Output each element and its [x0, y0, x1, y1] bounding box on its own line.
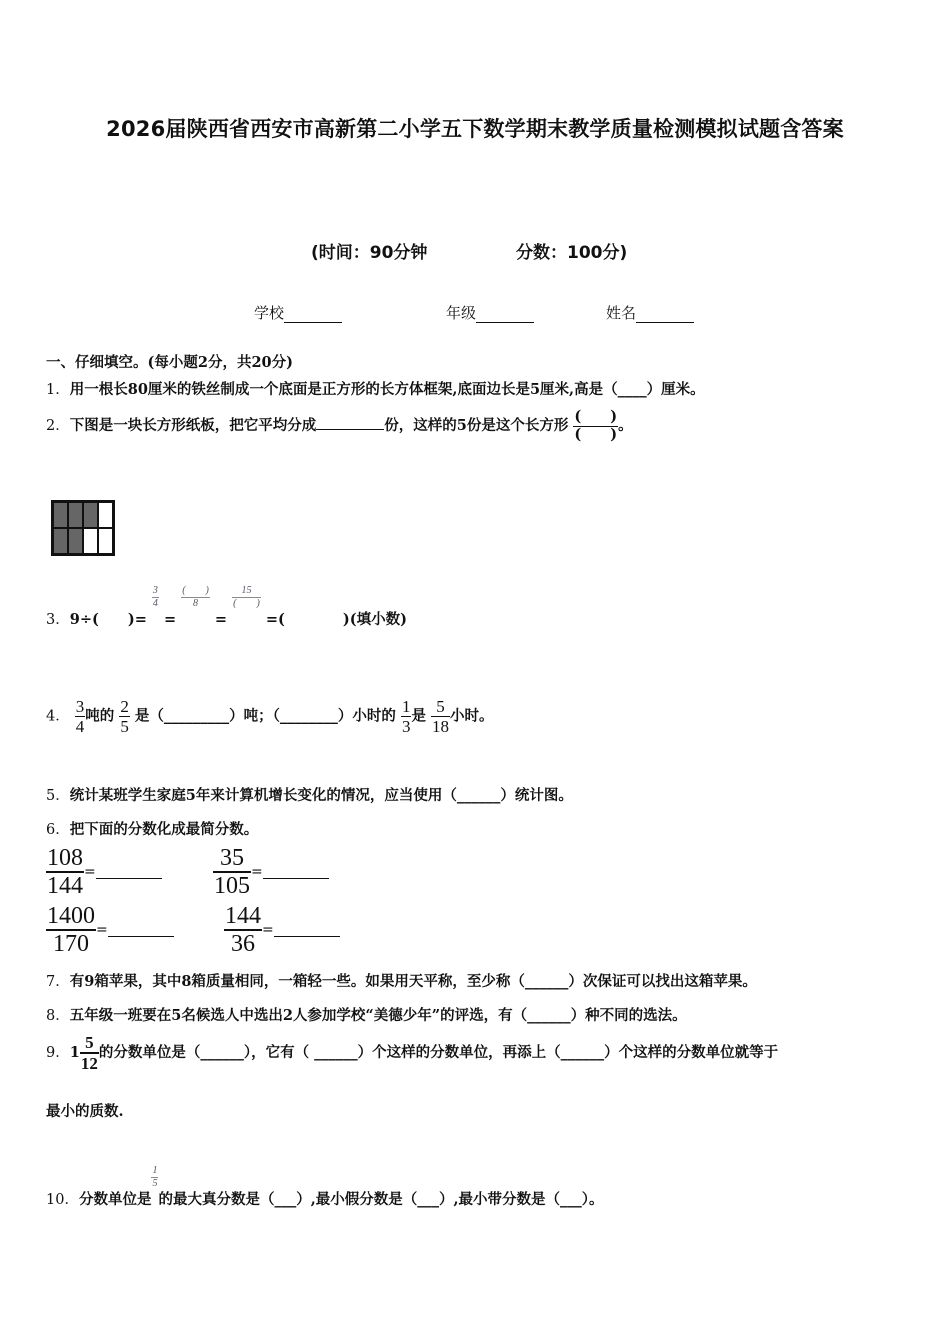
q3-fraction-2: $\frac{( )}{8}$ — [182, 585, 209, 609]
exam-time: (时间：90分钟 — [311, 243, 428, 263]
question-2: 2．下图是一块长方形纸板，把它平均分成 份，这样的5份是这个长方形 $\frac{( )}{( )}$ 。 — [46, 408, 633, 443]
page-title: 2026届陕西省西安市高新第二小学五下数学期末教学质量检测模拟试题含答案 — [106, 117, 844, 141]
q6-item-2: $\frac{35}{105}$ = — [213, 846, 329, 898]
question-3: 3．9÷( )= $\frac{3}{4}$ = $\frac{( )}{8}$ = $\frac{15}{( )}$ =( )(填小数) — [46, 585, 407, 628]
exam-score: 分数：100分) — [516, 243, 628, 263]
section-heading: 一、仔细填空。(每小题2分，共20分) — [46, 354, 293, 371]
question-10: 10．分数单位是 $\frac{1}{5}$ 的最大真分数是（___）,最小假分数是（___）,最小带分数是（___）。 — [46, 1165, 604, 1208]
q10-fraction: $\frac{1}{5}$ — [152, 1165, 158, 1189]
question-9-continued: 最小的质数. — [46, 1103, 124, 1120]
q9-fraction: $\frac{5}{12}$ — [80, 1033, 98, 1073]
q3-fraction-3: $\frac{15}{( )}$ — [233, 585, 260, 609]
question-6: 6．把下面的分数化成最简分数。 — [46, 821, 259, 838]
q2-fraction: $\frac{( )}{( )}$ — [574, 408, 618, 443]
question-4: 4． $\frac{3}{4}$ 吨的 $\frac{2}{5}$ 是（_________）吨；（________）小时的 $\frac{1}{3}$ 是 $\frac{5}{18}$ 小时。 — [46, 697, 494, 736]
school-label: 学校 — [254, 304, 285, 322]
question-7: 7．有9箱苹果，其中8箱质量相同，一箱轻一些。如果用天平称，至少称（______）次保证可以找出这箱苹果。 — [46, 973, 757, 990]
q3-fraction-1: $\frac{3}{4}$ — [152, 585, 158, 609]
grade-label: 年级 — [446, 304, 477, 322]
name-label: 姓名 — [606, 304, 637, 322]
name-field[interactable] — [606, 302, 694, 323]
q6-item-3: $\frac{1400}{170}$ = — [46, 904, 174, 956]
rectangle-grid-figure — [51, 500, 115, 556]
q6-item-4: $\frac{144}{36}$ = — [224, 904, 340, 956]
grade-field[interactable] — [446, 302, 534, 323]
question-1: 1．用一根长80厘米的铁丝制成一个底面是正方形的长方体框架,底面边长是5厘米,高是（____）厘米。 — [46, 381, 705, 398]
question-9: 9．1 $\frac{5}{12}$ 的分数单位是（______），它有（ ______）个这样的分数单位，再添上（______）个这样的分数单位就等于 — [46, 1033, 779, 1073]
school-field[interactable] — [254, 302, 342, 323]
q6-item-1: $\frac{108}{144}$ = — [46, 846, 162, 898]
question-8: 8．五年级一班要在5名候选人中选出2人参加学校“美德少年”的评选，有（______）种不同的选法。 — [46, 1007, 687, 1024]
question-5: 5．统计某班学生家庭5年来计算机增长变化的情况，应当使用（______）统计图。 — [46, 787, 573, 804]
